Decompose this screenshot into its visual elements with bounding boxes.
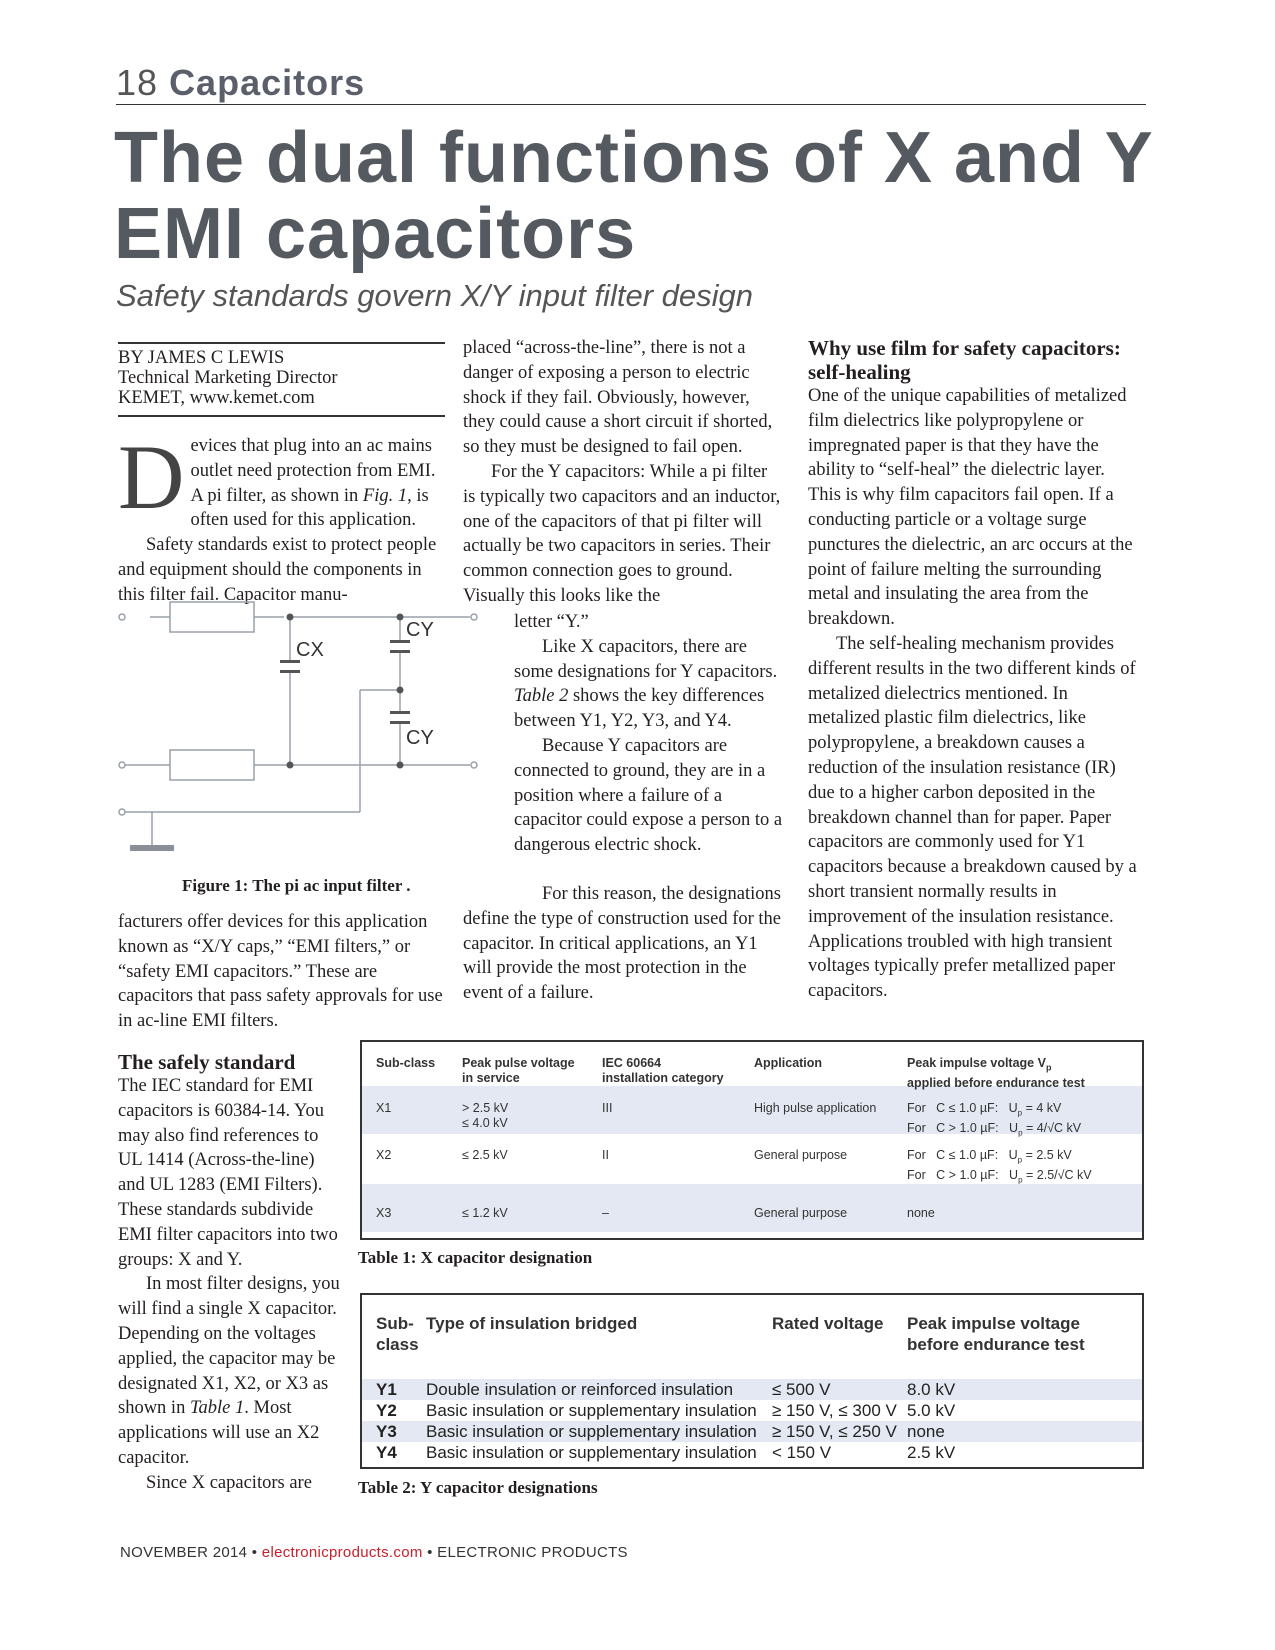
capacitor-cy-bottom-plate [390, 711, 410, 714]
subhead-safety-standard: The safely standard [118, 1050, 296, 1074]
node-dot [397, 687, 404, 694]
section-header [116, 62, 365, 104]
column-header: Type of insulation bridged [426, 1314, 638, 1333]
table-ref: Table 2 [514, 686, 569, 707]
capacitor-cy-top-plate [390, 650, 410, 653]
terminal-in-top [119, 614, 125, 620]
table-1: Sub-class Peak pulse voltage in service IEC 60664 installation category Application Peak impulse voltage $V_p$ applied before endurance test X1 > 2.5 kV ≤ 4.0 kV III High pulse application For C ≤ 1.0 µF: $U_p = 4$ kV For C > 1.0 µF: $U_p = 4/√C$ kV X2 ≤ 2.5 kV II General purpose For C ≤ 1.0 µF: $U_p = 2.5$ kV For C > 1.0 µF: $U_p = 2.5/√C$ kV X3 ≤ 1.2 kV – General purpose none [360, 1040, 1144, 1240]
column-header: Sub-class [376, 1056, 436, 1070]
paragraph: For this reason, the designations define the type of construction used for the capacitor. In critical applications, an Y1 will provide the most protection in the event of a failure. [463, 884, 781, 1004]
page-number: 18 [116, 62, 159, 103]
paragraph: For the Y capacitors: While a pi filter is typically two capacitors and an inductor, one of the capacitors of that pi filter will actually be two capacitors in series. Their common connection goes to ground. Visually this looks like the [463, 461, 781, 606]
column-header: Rated voltage [772, 1314, 884, 1333]
headline-line-2: EMI capacitors [114, 194, 637, 274]
byline-rule-bottom [118, 415, 445, 417]
header-rule [116, 104, 1146, 105]
column-header: Peak impulse voltage before endurance test [907, 1314, 1085, 1354]
paragraph: The self-healing mechanism provides different results in the two different kinds of metalized dielectrics mentioned. In metalized plastic film dielectrics, like polypropylene, a breakdown causes a reduction of the insulation resistance (IR) due to a higher carbon deposited in the breakdown channel than for paper. Paper capacitors are commonly used for Y1 capacitors because a breakdown caused by a short transient normally results in improvement of the insulation resistance. Applications troubled with high transient voltages typically prefer metallized paper capacitors. [808, 633, 1137, 1002]
subhead-self-healing: Why use film for safety capacitors: self-healing [808, 336, 1121, 384]
column-1-top [118, 426, 448, 608]
byline [118, 348, 445, 408]
paragraph: placed “across-the-line”, there is not a danger of exposing a person to electric shock if they fail. Obviously, however, they could cause a short circuit if shorted, so they must be designed to fail open. [463, 338, 773, 458]
paragraph: In most filter designs, you will find a single X capacitor. Depending on the voltages applied, the capacitor may be designated X1, X2, or X3 as shown in Table 1. Most applications will use an X2 capacitor. [118, 1274, 340, 1468]
column-1-bottom [118, 910, 448, 1034]
figure-ref: Fig. 1 [362, 485, 408, 506]
byline-rule-top [118, 342, 445, 344]
paragraph: facturers offer devices for this application known as “X/Y caps,” “EMI filters,” or “safety EMI capacitors.” These are capacitors that pass safety approvals for use in ac-line EMI filters. [118, 912, 443, 1032]
table-2: Sub- class Type of insulation bridged Rated voltage Peak impulse voltage before endurance test Y1 Double insulation or reinforced insulation ≤ 500 V 8.0 kV Y2 Basic insulation or supplementary insulation ≥ 150 V, ≤ 300 V 5.0 kV Y3 Basic insulation or supplementary insulation ≥ 150 V, ≤ 250 V none Y4 Basic insulation or supplementary insulation < 150 V 2.5 kV [360, 1293, 1144, 1469]
byline-title: Technical Marketing Director [118, 368, 338, 388]
node-dot [397, 762, 404, 769]
paragraph: Devices that plug into an ac mains outlet need protection from EMI. A pi filter, as shown in Fig. 1, is often used for this application. [118, 426, 436, 531]
column-3 [808, 336, 1138, 1004]
label-cy-top: CY [406, 619, 434, 641]
byline-author: BY JAMES C LEWIS [118, 348, 285, 368]
node-dot [287, 614, 294, 621]
column-header: IEC 60664 installation category [602, 1056, 724, 1085]
column-header: Sub- class [376, 1314, 419, 1354]
deck: Safety standards govern X/Y input filter design [116, 278, 754, 313]
table-1-caption: Table 1: X capacitor designation [358, 1248, 593, 1267]
node-dot [287, 762, 294, 769]
footer-issue: NOVEMBER 2014 [120, 1544, 248, 1561]
terminal-out-top [471, 614, 477, 620]
paragraph: Because Y capacitors are connected to ground, they are in a position where a failure of a capacitor could expose a person to a dangerous electric shock. [514, 735, 783, 856]
column-2-middle [514, 610, 786, 858]
table-2-caption: Table 2: Y capacitor designations [358, 1478, 598, 1497]
headline [114, 120, 1154, 272]
table-ref: Table 1 [189, 1398, 245, 1419]
figure-1-schematic [110, 600, 490, 875]
byline-company: KEMET, www.kemet.com [118, 388, 315, 408]
terminal-in-bottom [119, 762, 125, 768]
figure-1-caption: Figure 1: The pi ac input filter . [182, 876, 411, 895]
paragraph: Since X capacitors are [146, 1472, 312, 1493]
paragraph: The IEC standard for EMI capacitors is 60384-14. You may also find references to UL 1414 (Across-the-line) and UL 1283 (EMI Filters). These standards subdivide EMI filter capacitors into two groups: X and Y. [118, 1076, 338, 1270]
page-footer: NOVEMBER 2014 • electronicproducts.com • ELECTRONIC PRODUCTS [120, 1544, 628, 1561]
drop-cap: D [118, 426, 185, 528]
paragraph: Like X capacitors, there are some designations for Y capacitors. Table 2 shows the key differences between Y1, Y2, Y3, and Y4. [514, 636, 778, 732]
column-2-top [463, 336, 783, 609]
label-cx: CX [296, 639, 324, 661]
paragraph: One of the unique capabilities of metalized film dielectrics like polypropylene or impregnated paper is that they have the ability to “self-heal” the dielectric layer. This is why film capacitors fail open. If a conducting particle or a voltage surge punctures the dielectric, an arc occurs at the point of failure melting the surrounding metal and insulating the area from the breakdown. [808, 386, 1133, 630]
footer-magazine: ELECTRONIC PRODUCTS [437, 1544, 628, 1561]
paragraph: letter “Y.” [514, 612, 589, 632]
footer-site-link[interactable]: electronicproducts.com [261, 1544, 423, 1561]
inductor-bottom [170, 750, 254, 780]
headline-line-1: The dual functions of X and Y [114, 118, 1154, 198]
column-2-bottom [463, 882, 788, 1006]
section-name: Capacitors [169, 62, 366, 103]
terminal-out-bottom [471, 762, 477, 768]
column-header: Peak pulse voltage in service [462, 1056, 575, 1085]
column-header: Application [754, 1056, 823, 1070]
capacitor-cx-plate [280, 670, 300, 673]
terminal-ground [119, 809, 125, 815]
paragraph: Safety standards exist to protect people and equipment should the components in this filter fail. Capacitor manu- [118, 535, 437, 605]
inductor-top [170, 602, 254, 632]
label-cy-bottom: CY [406, 727, 434, 749]
column-1-safety-standard [118, 1050, 340, 1496]
ground-symbol-icon [130, 845, 174, 851]
node-dot [397, 614, 404, 621]
column-header: Peak impulse voltage $V_p$ applied before endurance test [907, 1056, 1085, 1090]
capacitor-cy-bottom-plate [390, 721, 410, 724]
